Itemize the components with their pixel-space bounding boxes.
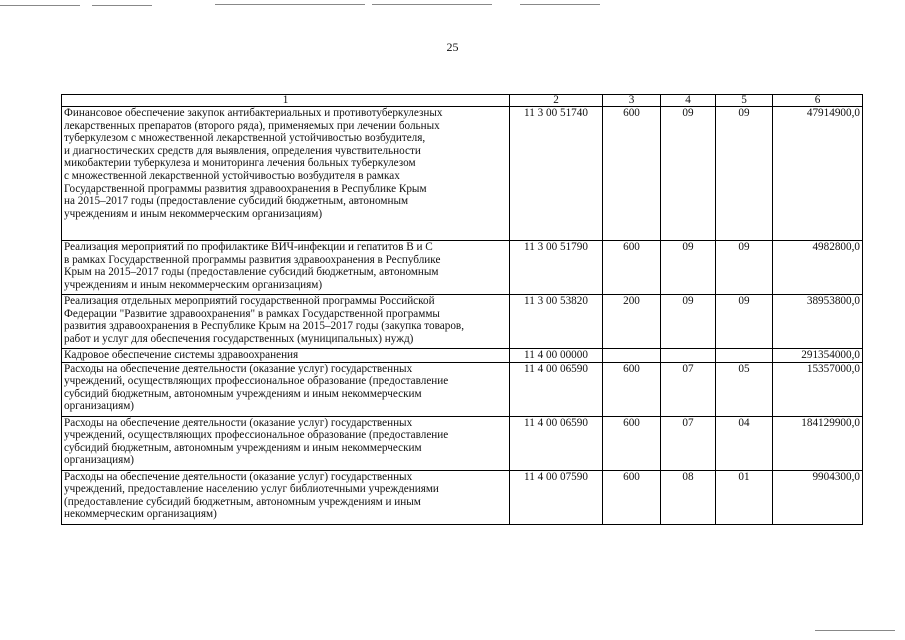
row-amount: 15357000,0 <box>773 362 863 416</box>
table-row <box>62 349 863 363</box>
row-code: 11 4 00 07590 <box>510 470 603 524</box>
column-header: 4 <box>661 95 716 107</box>
row-description: Реализация мероприятий по профилактике ВИЧ-инфекции и гепатитов В и С в рамках Государственной программы развития здравоохранения в Республике Крым на 2015–2017 годы (предоставление субсидий бюджетным, автономным учреждениям и иным некоммерческим организациям) <box>62 241 510 295</box>
row-amount: 38953800,0 <box>773 295 863 349</box>
row-description: Финансовое обеспечение закупок антибактериальных и противотуберкулезных лекарственных препаратов (второго ряда), применяемых при лечении больных туберкулезом с множественной лекарственной устойчивостью возбудителя, и диагностических средств для выявления, определения чувствительности микобактерии туберкулеза и мониторинга лечения больных туберкулезом с множественной лекарственной устойчивостью возбудителя в рамках Государственной программы развития здравоохранения в Республике Крым на 2015–2017 годы (предоставление субсидий бюджетным, автономным учреждениям и иным некоммерческим организациям) <box>62 107 510 241</box>
column-header: 3 <box>603 95 661 107</box>
budget-table <box>61 94 863 525</box>
scan-artifact-line <box>215 4 365 5</box>
row-code: 11 3 00 51790 <box>510 241 603 295</box>
table-row <box>62 470 863 524</box>
row-col4: 09 <box>661 107 716 241</box>
table-row <box>62 295 863 349</box>
table-row <box>62 107 863 241</box>
row-col4 <box>661 349 716 363</box>
row-description: Реализация отдельных мероприятий государственной программы Российской Федерации "Развитие здравоохранения" в рамках Государственной программы развития здравоохранения в Республике Крым на 2015–2017 годы (закупка товаров, работ и услуг для обеспечения государственных (муниципальных) нужд) <box>62 295 510 349</box>
column-header: 5 <box>716 95 773 107</box>
table-header-row <box>62 95 863 107</box>
row-code: 11 4 00 00000 <box>510 349 603 363</box>
row-col5 <box>716 349 773 363</box>
scan-artifact-line <box>372 4 492 5</box>
page-number: 25 <box>446 40 459 54</box>
row-amount: 9904300,0 <box>773 470 863 524</box>
table-row <box>62 362 863 416</box>
row-col3: 600 <box>603 416 661 470</box>
column-header: 1 <box>62 95 510 107</box>
row-col5: 09 <box>716 295 773 349</box>
row-amount: 47914900,0 <box>773 107 863 241</box>
row-col3: 600 <box>603 470 661 524</box>
row-code: 11 4 00 06590 <box>510 416 603 470</box>
row-col5: 01 <box>716 470 773 524</box>
row-amount: 184129900,0 <box>773 416 863 470</box>
row-col5: 09 <box>716 107 773 241</box>
row-description: Кадровое обеспечение системы здравоохранения <box>62 349 510 363</box>
row-col4: 07 <box>661 416 716 470</box>
row-col5: 04 <box>716 416 773 470</box>
row-amount: 291354000,0 <box>773 349 863 363</box>
row-amount: 4982800,0 <box>773 241 863 295</box>
scan-artifact-line <box>92 5 152 6</box>
row-col4: 09 <box>661 295 716 349</box>
scan-artifact-line <box>520 4 600 5</box>
table-row <box>62 416 863 470</box>
row-col4: 07 <box>661 362 716 416</box>
row-description: Расходы на обеспечение деятельности (оказание услуг) государственных учреждений, осуществляющих профессиональное образование (предоставление субсидий бюджетным, автономным учреждениям и иным некоммерческим организациям) <box>62 416 510 470</box>
row-code: 11 3 00 51740 <box>510 107 603 241</box>
column-header: 6 <box>773 95 863 107</box>
row-description: Расходы на обеспечение деятельности (оказание услуг) государственных учреждений, предоставление населению услуг библиотечными учреждениями (предоставление субсидий бюджетным, автономным учреждениям и иным некоммерческим организациям) <box>62 470 510 524</box>
row-description: Расходы на обеспечение деятельности (оказание услуг) государственных учреждений, осуществляющих профессиональное образование (предоставление субсидий бюджетным, автономным учреждениям и иным некоммерческим организациям) <box>62 362 510 416</box>
table-row <box>62 241 863 295</box>
row-col5: 05 <box>716 362 773 416</box>
row-col5: 09 <box>716 241 773 295</box>
row-col3 <box>603 349 661 363</box>
row-col4: 08 <box>661 470 716 524</box>
row-col3: 600 <box>603 362 661 416</box>
row-code: 11 3 00 53820 <box>510 295 603 349</box>
row-col3: 600 <box>603 107 661 241</box>
scan-artifact-line <box>0 5 80 6</box>
row-code: 11 4 00 06590 <box>510 362 603 416</box>
row-col3: 200 <box>603 295 661 349</box>
row-col4: 09 <box>661 241 716 295</box>
column-header: 2 <box>510 95 603 107</box>
row-col3: 600 <box>603 241 661 295</box>
scan-artifact-line <box>815 630 895 631</box>
